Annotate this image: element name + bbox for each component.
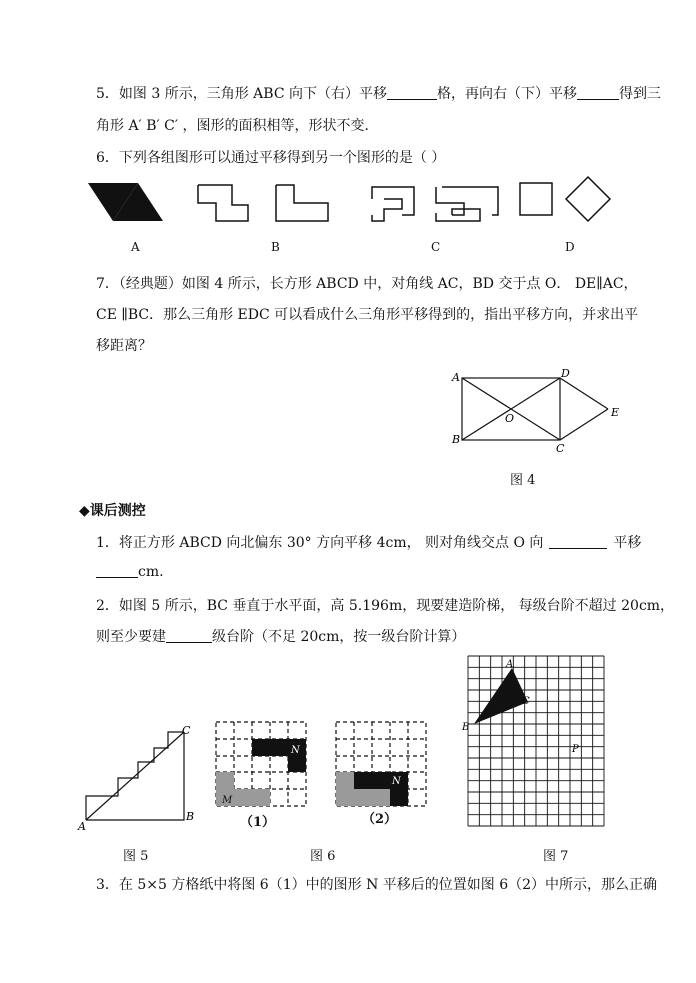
- fig4-label-b: B: [452, 433, 461, 446]
- fig4-label-c: C: [556, 442, 565, 454]
- figure-6-part-1: [214, 718, 314, 808]
- option-c-shape: [372, 187, 498, 221]
- fig6-label-m: M: [222, 795, 233, 806]
- answer-blank[interactable]: [549, 536, 607, 549]
- p2-text-part2: 级台阶（不足 20cm，按一级台阶计算）: [212, 629, 466, 645]
- answer-blank[interactable]: [166, 630, 212, 643]
- q5-text-part3: 得到三: [618, 86, 661, 102]
- fig4-caption: 图 4: [510, 473, 536, 488]
- section-title: ◆课后测控: [79, 503, 146, 519]
- answer-blank[interactable]: [387, 87, 437, 100]
- fig4-label-o: O: [505, 412, 515, 425]
- option-a-shape: [88, 183, 163, 221]
- p2-line1: 2．如图 5 所示，BC 垂直于水平面，高 5.196m，现要建造阶梯， 每级台阶不超过 20cm，: [96, 598, 675, 614]
- option-a-label: A: [131, 240, 140, 254]
- answer-blank[interactable]: [577, 87, 619, 100]
- fig6-sub1: （1）: [240, 815, 276, 830]
- p1-line2: [96, 564, 164, 580]
- p1-text-part2: 平移: [613, 535, 642, 551]
- q7-line3: 移距离？: [96, 338, 152, 354]
- fig5-label-a: A: [78, 820, 86, 833]
- figure-4: [448, 366, 628, 454]
- q5-text-part2: 格，再向右（下）平移: [436, 86, 577, 102]
- p2-line2: [96, 626, 465, 646]
- option-d-shape: [520, 177, 610, 221]
- answer-blank[interactable]: [96, 565, 138, 578]
- p1-line1: [96, 532, 641, 552]
- q7-line1: 7．（经典题）如图 4 所示，长方形 ABCD 中，对角线 AC，BD 交于点 O． DE∥AC，: [96, 276, 638, 292]
- q5-line2: 角形 A′ B′ C′ ，图形的面积相等，形状不变．: [96, 118, 379, 134]
- fig4-label-a: A: [452, 371, 460, 384]
- fig4-label-e: E: [611, 406, 620, 419]
- q6-options-figure: [80, 175, 620, 255]
- fig7-label-b: B: [462, 722, 470, 733]
- fig5-caption: 图 5: [123, 849, 149, 864]
- fig6-label-n: N: [291, 745, 300, 756]
- fig7-label-c: C: [522, 696, 530, 707]
- fig5-label-b: B: [186, 810, 195, 823]
- figure-5: [74, 722, 204, 834]
- figure-7: [458, 652, 608, 830]
- option-d-label: D: [565, 240, 575, 254]
- p1-text-part1: 1．将正方形 ABCD 向北偏东 30° 方向平移 4cm， 则对角线交点 O 向: [96, 535, 544, 551]
- option-b-label: B: [271, 240, 280, 254]
- p2-text-part1: 则至少要建: [96, 629, 166, 645]
- q5-line1: [96, 83, 661, 103]
- figure-6-part-2: [334, 718, 434, 808]
- q5-text-part1: 5．如图 3 所示，三角形 ABC 向下（右）平移: [96, 86, 387, 102]
- option-c-label: C: [431, 240, 441, 254]
- fig6-label-n-moved: N: [392, 776, 401, 787]
- fig7-caption: 图 7: [543, 849, 569, 864]
- p3-line1: 3．在 5×5 方格纸中将图 6（1）中的图形 N 平移后的位置如图 6（2）中所示，那么正确: [96, 877, 658, 893]
- option-b-shape: [198, 185, 328, 221]
- p1-text-part3: cm.: [138, 564, 164, 580]
- q6-text: 6．下列各组图形可以通过平移得到另一个图形的是（ ）: [96, 150, 446, 166]
- fig6-caption: 图 6: [310, 849, 336, 864]
- fig7-label-a: A: [506, 659, 514, 670]
- fig4-label-d: D: [561, 367, 570, 380]
- q7-line2: CE ∥BC．那么三角形 EDC 可以看成什么三角形平移得到的，指出平移方向，并求出平: [96, 307, 639, 323]
- fig6-sub2: （2）: [362, 812, 398, 827]
- fig7-label-p: P: [572, 744, 579, 755]
- fig5-label-c: C: [182, 724, 191, 737]
